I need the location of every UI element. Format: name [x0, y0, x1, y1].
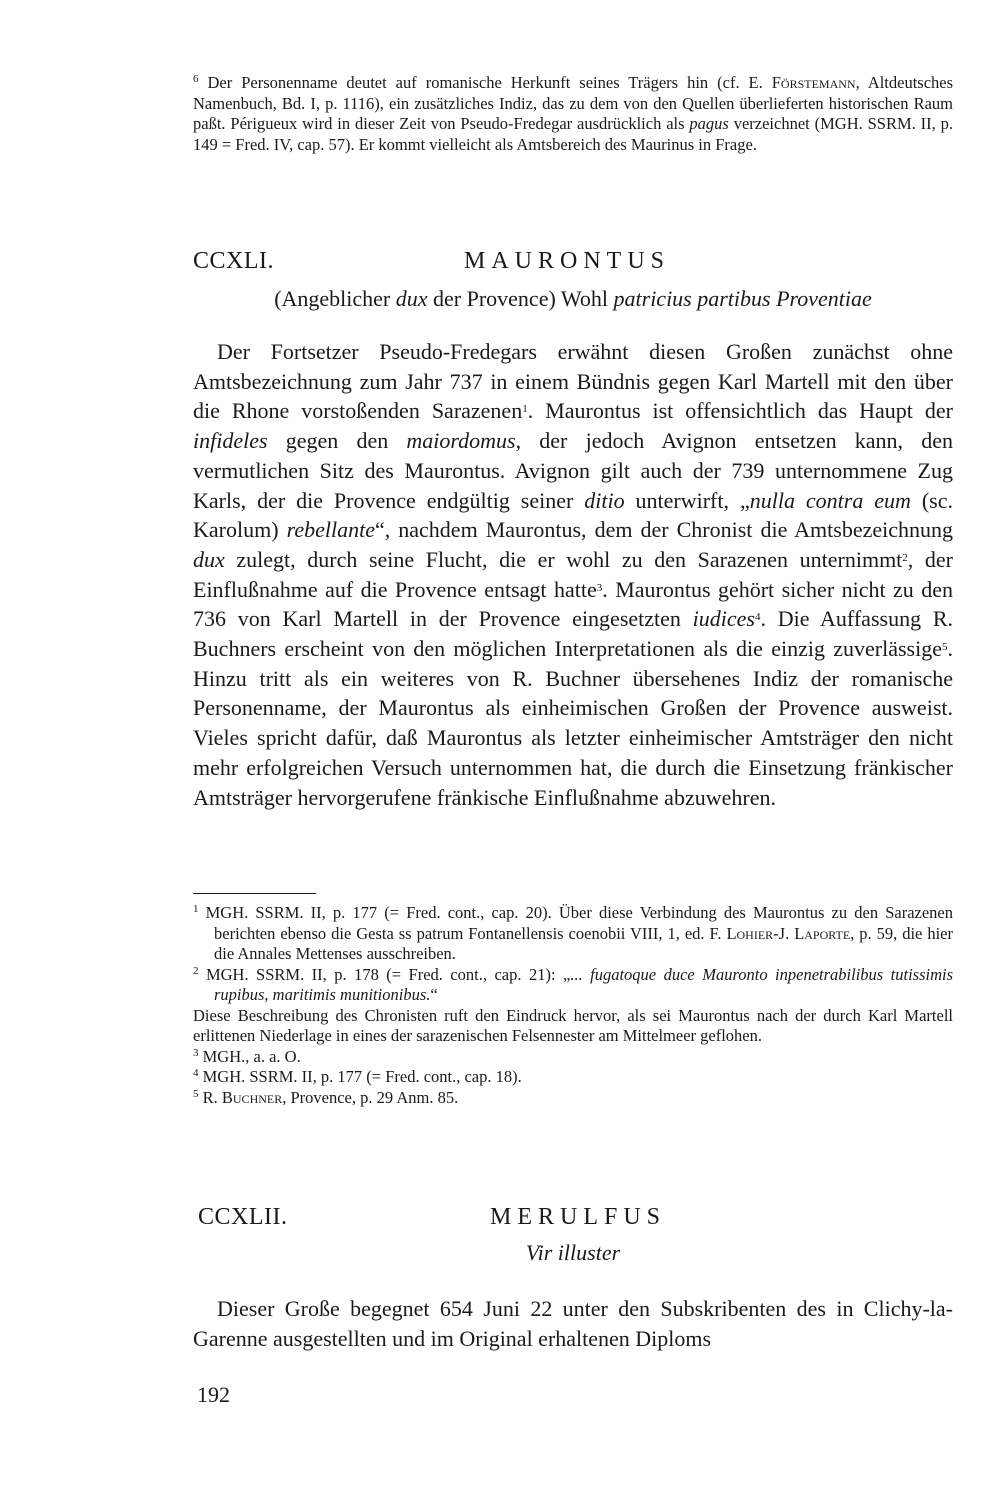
footnotes-block — [193, 903, 953, 1108]
footnote-ref: 4 — [754, 611, 761, 624]
footnote-4: $^4$ MGH. SSRM. II, p. 177 (= Fred. cont., cap. 18). — [193, 1067, 522, 1086]
footnote-2: $^2$ MGH. SSRM. II, p. 178 (= Fred. cont., cap. 21): „... fugatoque duce Mauronto inpenetrabilibus tutissimis rupibus, maritimis munitionibus.“ — [193, 964, 954, 1004]
entry-number: CCXLII. — [198, 1204, 288, 1230]
entry-body-text: Der Fortsetzer Pseudo-Fredegars erwähnt diesen Großen zunächst ohne Amtsbezeichnung zum Jahr 737 in einem Bündnis gegen Karl Martell mit den über die Rhone vorstoßenden Sarazenen$^1$. Maurontus ist offensichtlich das Haupt der infideles gegen den maiordomus, der jedoch Avignon entsetzen kann, den vermutlichen Sitz des Maurontus. Avignon gilt auch der 739 unternommene Zug Karls, der die Provence endgültig seiner ditio unterwirft, „nulla contra eum (sc. Karolum) rebellante“, nachdem Maurontus, dem der Chronist die Amtsbezeichnung dux zulegt, durch seine Flucht, die er wohl zu den Sarazenen unternimmt$^2$, der Einflußnahme auf die Provence entsagt hatte$^3$. Maurontus gehört sicher nicht zu den 736 von Karl Martell in der Provence eingesetzten iudices$^4$. Die Auffassung R. Buchners erscheint von den möglichen Interpretationen als die einzig zuverlässige$^5$. Hinzu tritt als ein weiteres von R. Buchner übersehenes Indiz der romanische Personenname, der Maurontus als einheimischen Großen der Provence ausweist. Vieles spricht dafür, daß Maurontus als letzter einheimischer Amtsträger den nicht mehr erfolgreichen Versuch unternommen hat, die durch die Einsetzung fränkischer Amtsträger hervorgerufene fränkische Einflußnahme abzuwehren. — [193, 339, 954, 810]
entry-name: MERULFUS — [490, 1204, 667, 1230]
footnote-marker: 6 — [193, 73, 199, 85]
entry-number: CCXLI. — [193, 248, 274, 274]
page-number: 192 — [197, 1382, 230, 1407]
footnote-text: Der Personenname deutet auf romanische Herkunft seines Trägers hin (cf. E. — [207, 73, 772, 92]
footnote-ref: 2 — [902, 551, 908, 564]
author-name: Förstemann — [771, 73, 856, 92]
entry-subtitle: (Angeblicher dux der Provence) Wohl patricius partibus Proventiae — [274, 286, 872, 311]
footnote-separator — [193, 893, 316, 894]
entry-body-text: Dieser Große begegnet 654 Juni 22 unter den Subskribenten des in Clichy-la-Garenne ausgestellten und im Original erhaltenen Diploms — [193, 1296, 953, 1351]
footnote-2-continuation: Diese Beschreibung des Chronisten ruft den Eindruck hervor, als sei Maurontus nach der durch Karl Martell erlittenen Niederlage in eines der sarazenischen Felsennester am Mittelmeer geflohen. — [193, 1005, 953, 1045]
footnote-text: verzeichnet (MGH. SSRM. II, p. 149 = Fred. IV, cap. 57). Er kommt vielleicht als Amtsbereich des Maurinus in Frage. — [193, 114, 954, 154]
entry-subtitle: Vir illuster — [525, 1240, 621, 1265]
footnote-ref: 3 — [596, 581, 603, 594]
footnote-3: $^3$ MGH., a. a. O. — [193, 1046, 301, 1066]
footnote-5: $^5$ R. Buchner, Provence, p. 29 Anm. 85. — [193, 1087, 459, 1107]
footnote-ref: 1 — [522, 403, 528, 416]
footnote-ref: 5 — [942, 641, 948, 654]
entry-heading — [193, 248, 953, 282]
footnote-text: , Altdeutsches Namenbuch, Bd. I, p. 1116), ein zusätzliches Indiz, das zu dem von den Quellen überlieferten historischen Raum paßt. Périgueux wird in dieser Zeit von Pseudo-Fredegar ausdrücklich als — [193, 73, 954, 134]
top-footnote — [193, 73, 953, 155]
italic-term: pagus — [689, 114, 729, 134]
entry-heading — [193, 1204, 953, 1238]
footnote-1: $^1$ MGH. SSRM. II, p. 177 (= Fred. cont., cap. 20). Über diese Verbindung des Maurontus zu den Sarazenen berichten ebenso die Gesta ss patrum Fontanellensis coenobii VIII, 1, ed. F. Lohier-J. Laporte, p. 59, die hier die Annales Mettenses ausschreiben. — [193, 903, 953, 963]
entry-name: MAURONTUS — [464, 248, 671, 274]
